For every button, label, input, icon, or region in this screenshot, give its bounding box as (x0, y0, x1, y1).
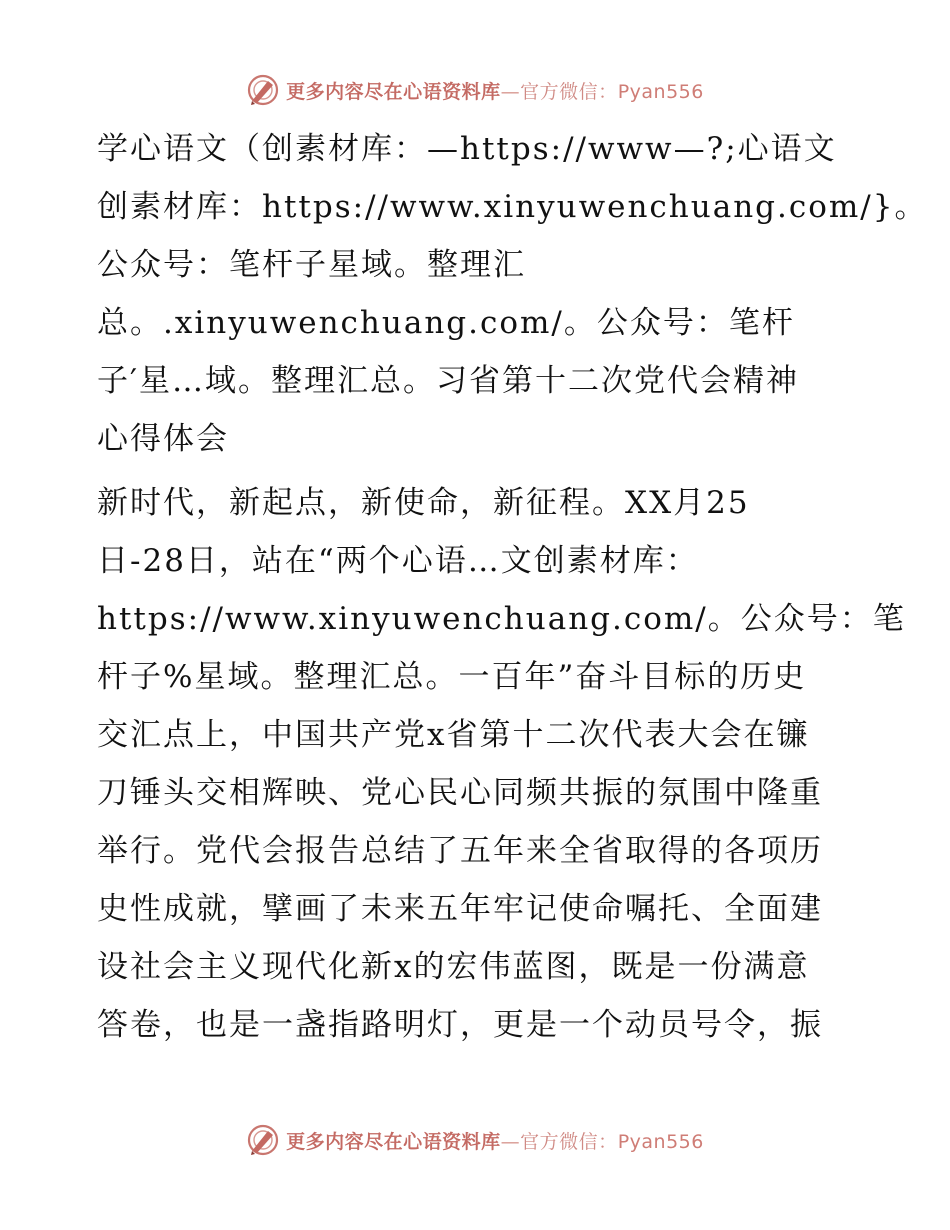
watermark-main: 更多内容尽在心语资料库 (286, 1130, 501, 1153)
text-line: 刀锤头交相辉映、党心民心同频共振的氛围中隆重 (97, 775, 823, 811)
footer-watermark (0, 1120, 950, 1160)
watermark-main: 更多内容尽在心语资料库 (286, 80, 501, 103)
document-body (97, 120, 928, 1054)
text-line: 举行。党代会报告总结了五年来全省取得的各项历 (97, 833, 823, 869)
text-line: 日-28日，站在“两个心语…文创素材库： (97, 543, 699, 579)
text-line: 子′星…域。整理汇总。习省第十二次党代会精神 (97, 363, 800, 399)
watermark-account: Pyan556 (617, 80, 704, 103)
text-line: 总。.xinyuwenchuang.com/。公众号：笔杆 (97, 305, 795, 341)
watermark-account: Pyan556 (617, 1130, 704, 1153)
text-line: 交汇点上，中国共产党x省第十二次代表大会在镰 (97, 717, 810, 753)
paragraph-1 (97, 120, 928, 468)
watermark-text (286, 77, 704, 104)
watermark-dash: — (500, 1130, 521, 1153)
text-line: 公众号：笔杆子星域。整理汇 (97, 247, 526, 283)
watermark-text (286, 1127, 704, 1154)
text-line: 杆子%星域。整理汇总。一百年”奋斗目标的历史 (97, 659, 807, 695)
pen-logo-icon (246, 73, 280, 107)
paragraph-2 (97, 474, 906, 1054)
text-line: 答卷，也是一盏指路明灯，更是一个动员号令，振 (97, 1007, 823, 1043)
header-watermark (0, 70, 950, 110)
text-line: 新时代，新起点，新使命，新征程。XX月25 (97, 485, 750, 521)
watermark-sub: 官方微信： (520, 80, 618, 103)
pen-logo-icon (246, 1123, 280, 1157)
text-line: 史性成就，擘画了未来五年牢记使命嘱托、全面建 (97, 891, 823, 927)
text-line: 设社会主义现代化新x的宏伟蓝图，既是一份满意 (97, 949, 810, 985)
text-line: 创素材库：https://www.xinyuwenchuang.com/}。 (97, 189, 928, 225)
text-line: 心得体会 (97, 421, 229, 457)
watermark-sub: 官方微信： (520, 1130, 618, 1153)
watermark-dash: — (500, 80, 521, 103)
text-line: 学心语文（创素材库：—https://www—?;心语文 (97, 131, 837, 167)
text-line: https://www.xinyuwenchuang.com/。公众号：笔 (97, 601, 906, 637)
